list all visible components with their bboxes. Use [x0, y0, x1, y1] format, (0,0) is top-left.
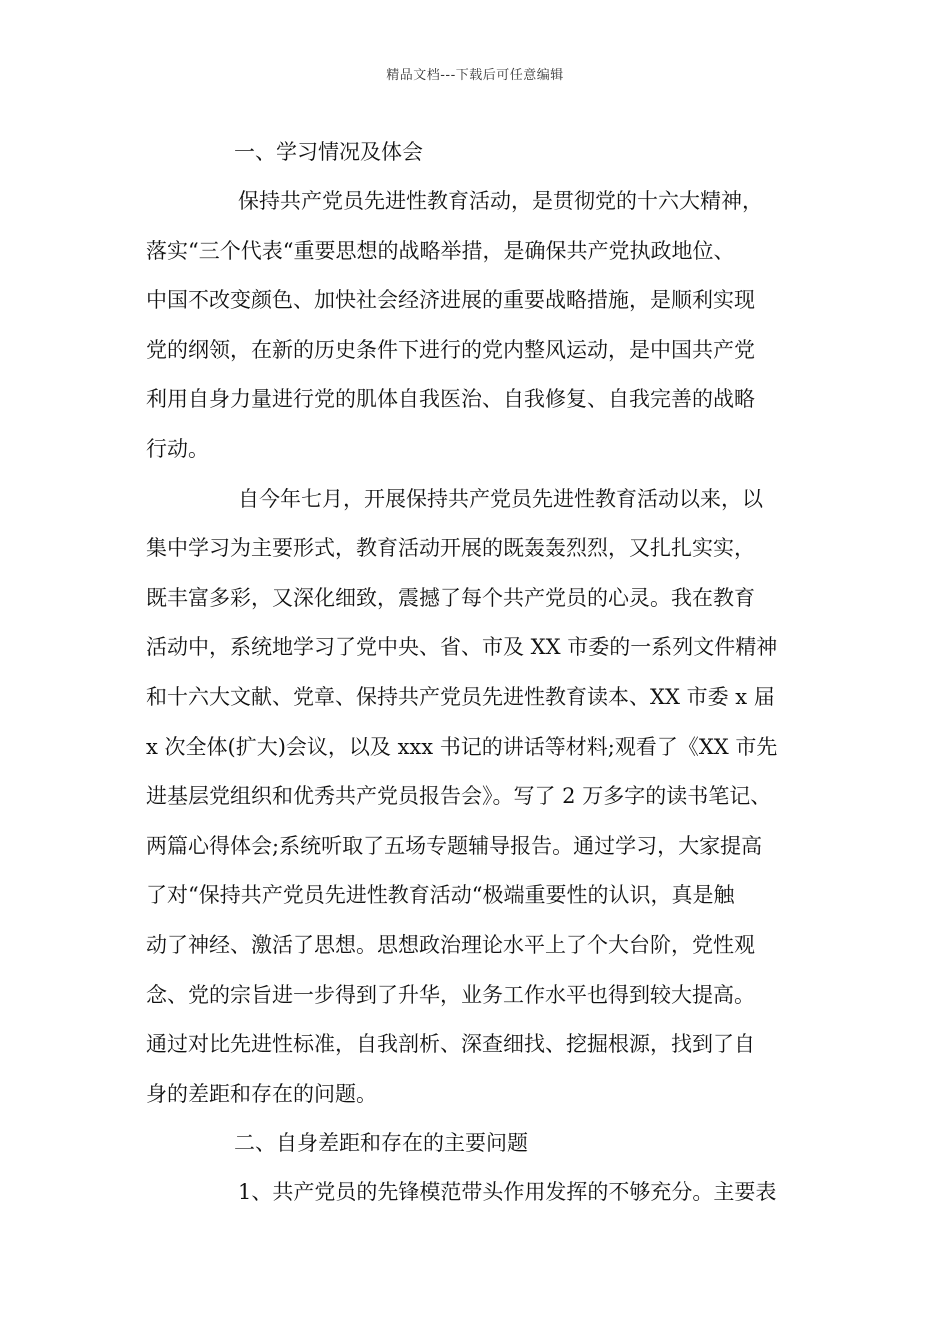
paragraph-line: 活动中，系统地学习了党中央、省、市及 XX 市委的一系列文件精神 [146, 635, 778, 660]
paragraph-line: 保持共产党员先进性教育活动，是贯彻党的十六大精神， [238, 189, 763, 213]
paragraph-line: 和十六大文献、党章、保持共产党员先进性教育读本、XX 市委 x 届 [146, 684, 775, 709]
section-1-heading: 一、学习情况及体会 [234, 140, 423, 164]
page-header: 精品文档---下载后可任意编辑 [386, 68, 564, 83]
paragraph-line: 党的纲领，在新的历史条件下进行的党内整风运动，是中国共产党 [146, 337, 755, 362]
paragraph-line: 两篇心得体会;系统听取了五场专题辅导报告。通过学习，大家提高 [146, 833, 763, 858]
paragraph-line: 中国不改变颜色、加快社会经济进展的重要战略措施，是顺利实现 [146, 288, 755, 313]
paragraph-line: 自今年七月，开展保持共产党员先进性教育活动以来，以 [238, 486, 763, 511]
paragraph-line: 行动。 [146, 436, 209, 461]
section-2-paragraph-1 [146, 1168, 818, 1218]
paragraph-line: 动了神经、激活了思想。思想政治理论水平上了个大台阶，党性观 [146, 932, 755, 957]
paragraph-line: 进基层党组织和优秀共产党员报告会》。写了 2 万多字的读书笔记、 [146, 784, 772, 809]
section-1-paragraph-2 [146, 475, 818, 1120]
paragraph-line: 集中学习为主要形式，教育活动开展的既轰轰烈烈，又扎扎实实， [146, 536, 755, 561]
paragraph-line: 落实“三个代表“重要思想的战略举措，是确保共产党执政地位、 [146, 238, 735, 263]
document-body [146, 128, 818, 1218]
paragraph-line: x 次全体(扩大)会议，以及 xxx 书记的讲话等材料;观看了《XX 市先 [146, 734, 778, 759]
paragraph-line: 利用自身力量进行党的肌体自我医治、自我修复、自我完善的战略 [146, 387, 755, 412]
paragraph-line: 1、共产党员的先锋模范带头作用发挥的不够充分。主要表 [238, 1180, 777, 1205]
paragraph-line: 了对“保持共产党员先进性教育活动“极端重要性的认识，真是触 [146, 883, 735, 908]
section-2-heading: 二、自身差距和存在的主要问题 [234, 1131, 528, 1156]
paragraph-line: 既丰富多彩，又深化细致，震撼了每个共产党员的心灵。我在教育 [146, 585, 755, 610]
section-1-paragraph-1 [146, 177, 818, 475]
paragraph-line: 身的差距和存在的问题。 [146, 1081, 377, 1106]
paragraph-line: 念、党的宗旨进一步得到了升华，业务工作水平也得到较大提高。 [146, 982, 755, 1007]
paragraph-line: 通过对比先进性标准，自我剖析、深查细找、挖掘根源，找到了自 [146, 1032, 755, 1057]
